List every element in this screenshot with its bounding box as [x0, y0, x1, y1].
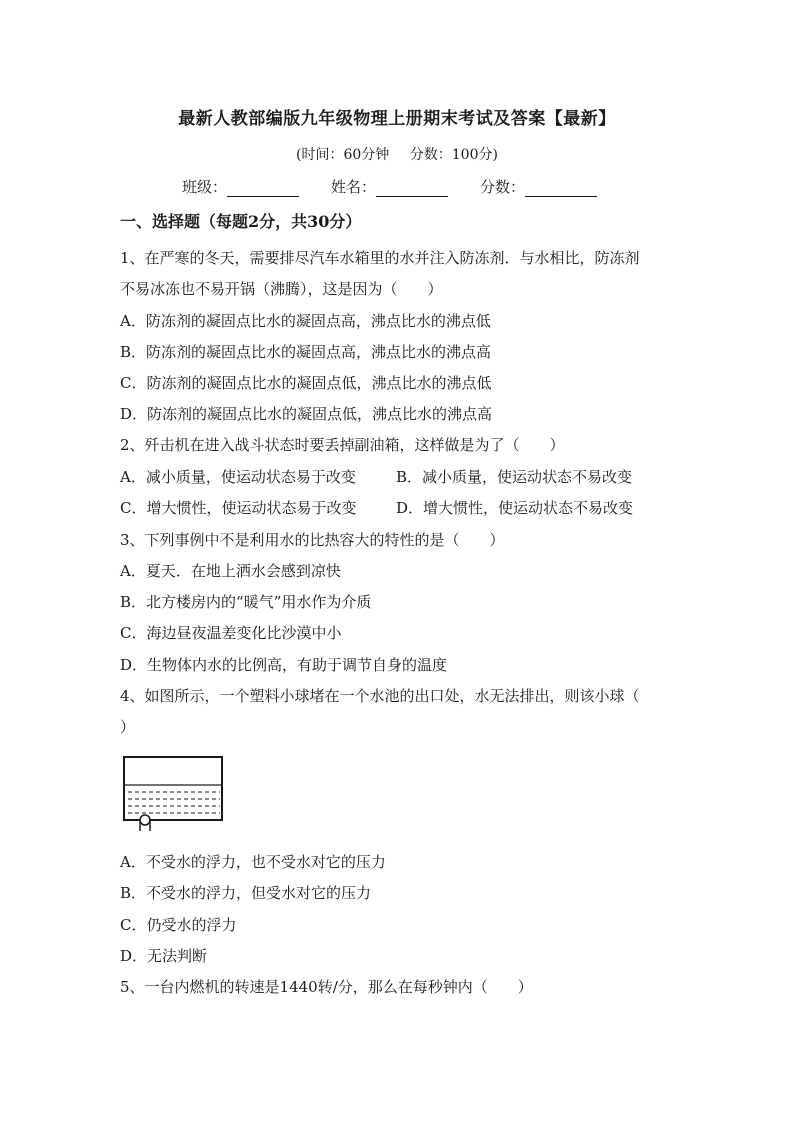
class-blank[interactable]: [227, 182, 299, 197]
score-label: 分数：: [480, 178, 526, 196]
q2-stem: 2、歼击机在进入战斗状态时要丢掉副油箱，这样做是为了（ ）: [120, 436, 565, 454]
student-fields: [182, 176, 597, 197]
page-title: 最新人教部编版九年级物理上册期末考试及答案【最新】: [178, 109, 616, 129]
q1-stem-line1: 1、在严寒的冬天，需要排尽汽车水箱里的水并注入防冻剂．与水相比，防冻剂: [120, 249, 640, 267]
q1-option-b: B．防冻剂的凝固点比水的凝固点高，沸点比水的沸点高: [120, 343, 492, 361]
q1-stem-line2: 不易冰冻也不易开锅（沸腾），这是因为（ ）: [120, 280, 443, 298]
exam-meta: [0, 144, 794, 164]
score-field[interactable]: [480, 176, 597, 197]
q1-option-c: C．防冻剂的凝固点比水的凝固点低，沸点比水的沸点低: [120, 374, 492, 392]
q1-option-a: A．防冻剂的凝固点比水的凝固点高，沸点比水的沸点低: [120, 312, 491, 330]
q3-option-d: D．生物体内水的比例高，有助于调节自身的温度: [120, 656, 448, 674]
q2-options-row2: [120, 497, 634, 518]
q4-option-c: C．仍受水的浮力: [120, 916, 237, 934]
name-field[interactable]: [331, 176, 448, 197]
water-hatching: [128, 792, 220, 813]
q2-option-a: A．减小质量，使运动状态易于改变: [120, 468, 356, 486]
q4-option-a: A．不受水的浮力，也不受水对它的压力: [120, 853, 386, 871]
q5-stem: 5、一台内燃机的转速是1440转/分，那么在每秒钟内（ ）: [120, 978, 533, 996]
name-label: 姓名：: [331, 178, 377, 196]
time-info: (时间：60分钟: [296, 147, 390, 163]
section-heading: 一、选择题（每题2分，共30分）: [120, 212, 362, 231]
q2-options-row1: [120, 466, 633, 487]
water-tank-figure: [120, 755, 230, 839]
q2-option-b: B．减小质量，使运动状态不易改变: [396, 468, 633, 486]
q3-option-a: A．夏天．在地上洒水会感到凉快: [120, 562, 341, 580]
q3-option-c: C．海边昼夜温差变化比沙漠中小: [120, 624, 342, 642]
q3-stem: 3、下列事例中不是利用水的比热容大的特性的是（ ）: [120, 531, 505, 549]
class-label: 班级：: [182, 178, 228, 196]
q4-option-b: B．不受水的浮力，但受水对它的压力: [120, 884, 372, 902]
name-blank[interactable]: [376, 182, 448, 197]
q4-option-d: D．无法判断: [120, 947, 208, 965]
tank-diagram: [120, 755, 230, 835]
q4-stem-line2: ）: [120, 718, 136, 736]
q2-option-c: C．增大惯性，使运动状态易于改变: [120, 499, 357, 517]
tank-outline: [124, 757, 222, 820]
plastic-ball: [140, 815, 150, 825]
class-field[interactable]: [182, 176, 299, 197]
q4-stem-line1: 4、如图所示，一个塑料小球堵在一个水池的出口处，水无法排出，则该小球（: [120, 687, 640, 705]
q3-option-b: B．北方楼房内的“暖气”用水作为介质: [120, 593, 372, 611]
score-info: 分数：100分): [409, 147, 498, 163]
score-blank[interactable]: [525, 182, 597, 197]
q1-option-d: D．防冻剂的凝固点比水的凝固点低，沸点比水的沸点高: [120, 405, 493, 423]
q2-option-d: D．增大惯性，使运动状态不易改变: [396, 499, 634, 517]
